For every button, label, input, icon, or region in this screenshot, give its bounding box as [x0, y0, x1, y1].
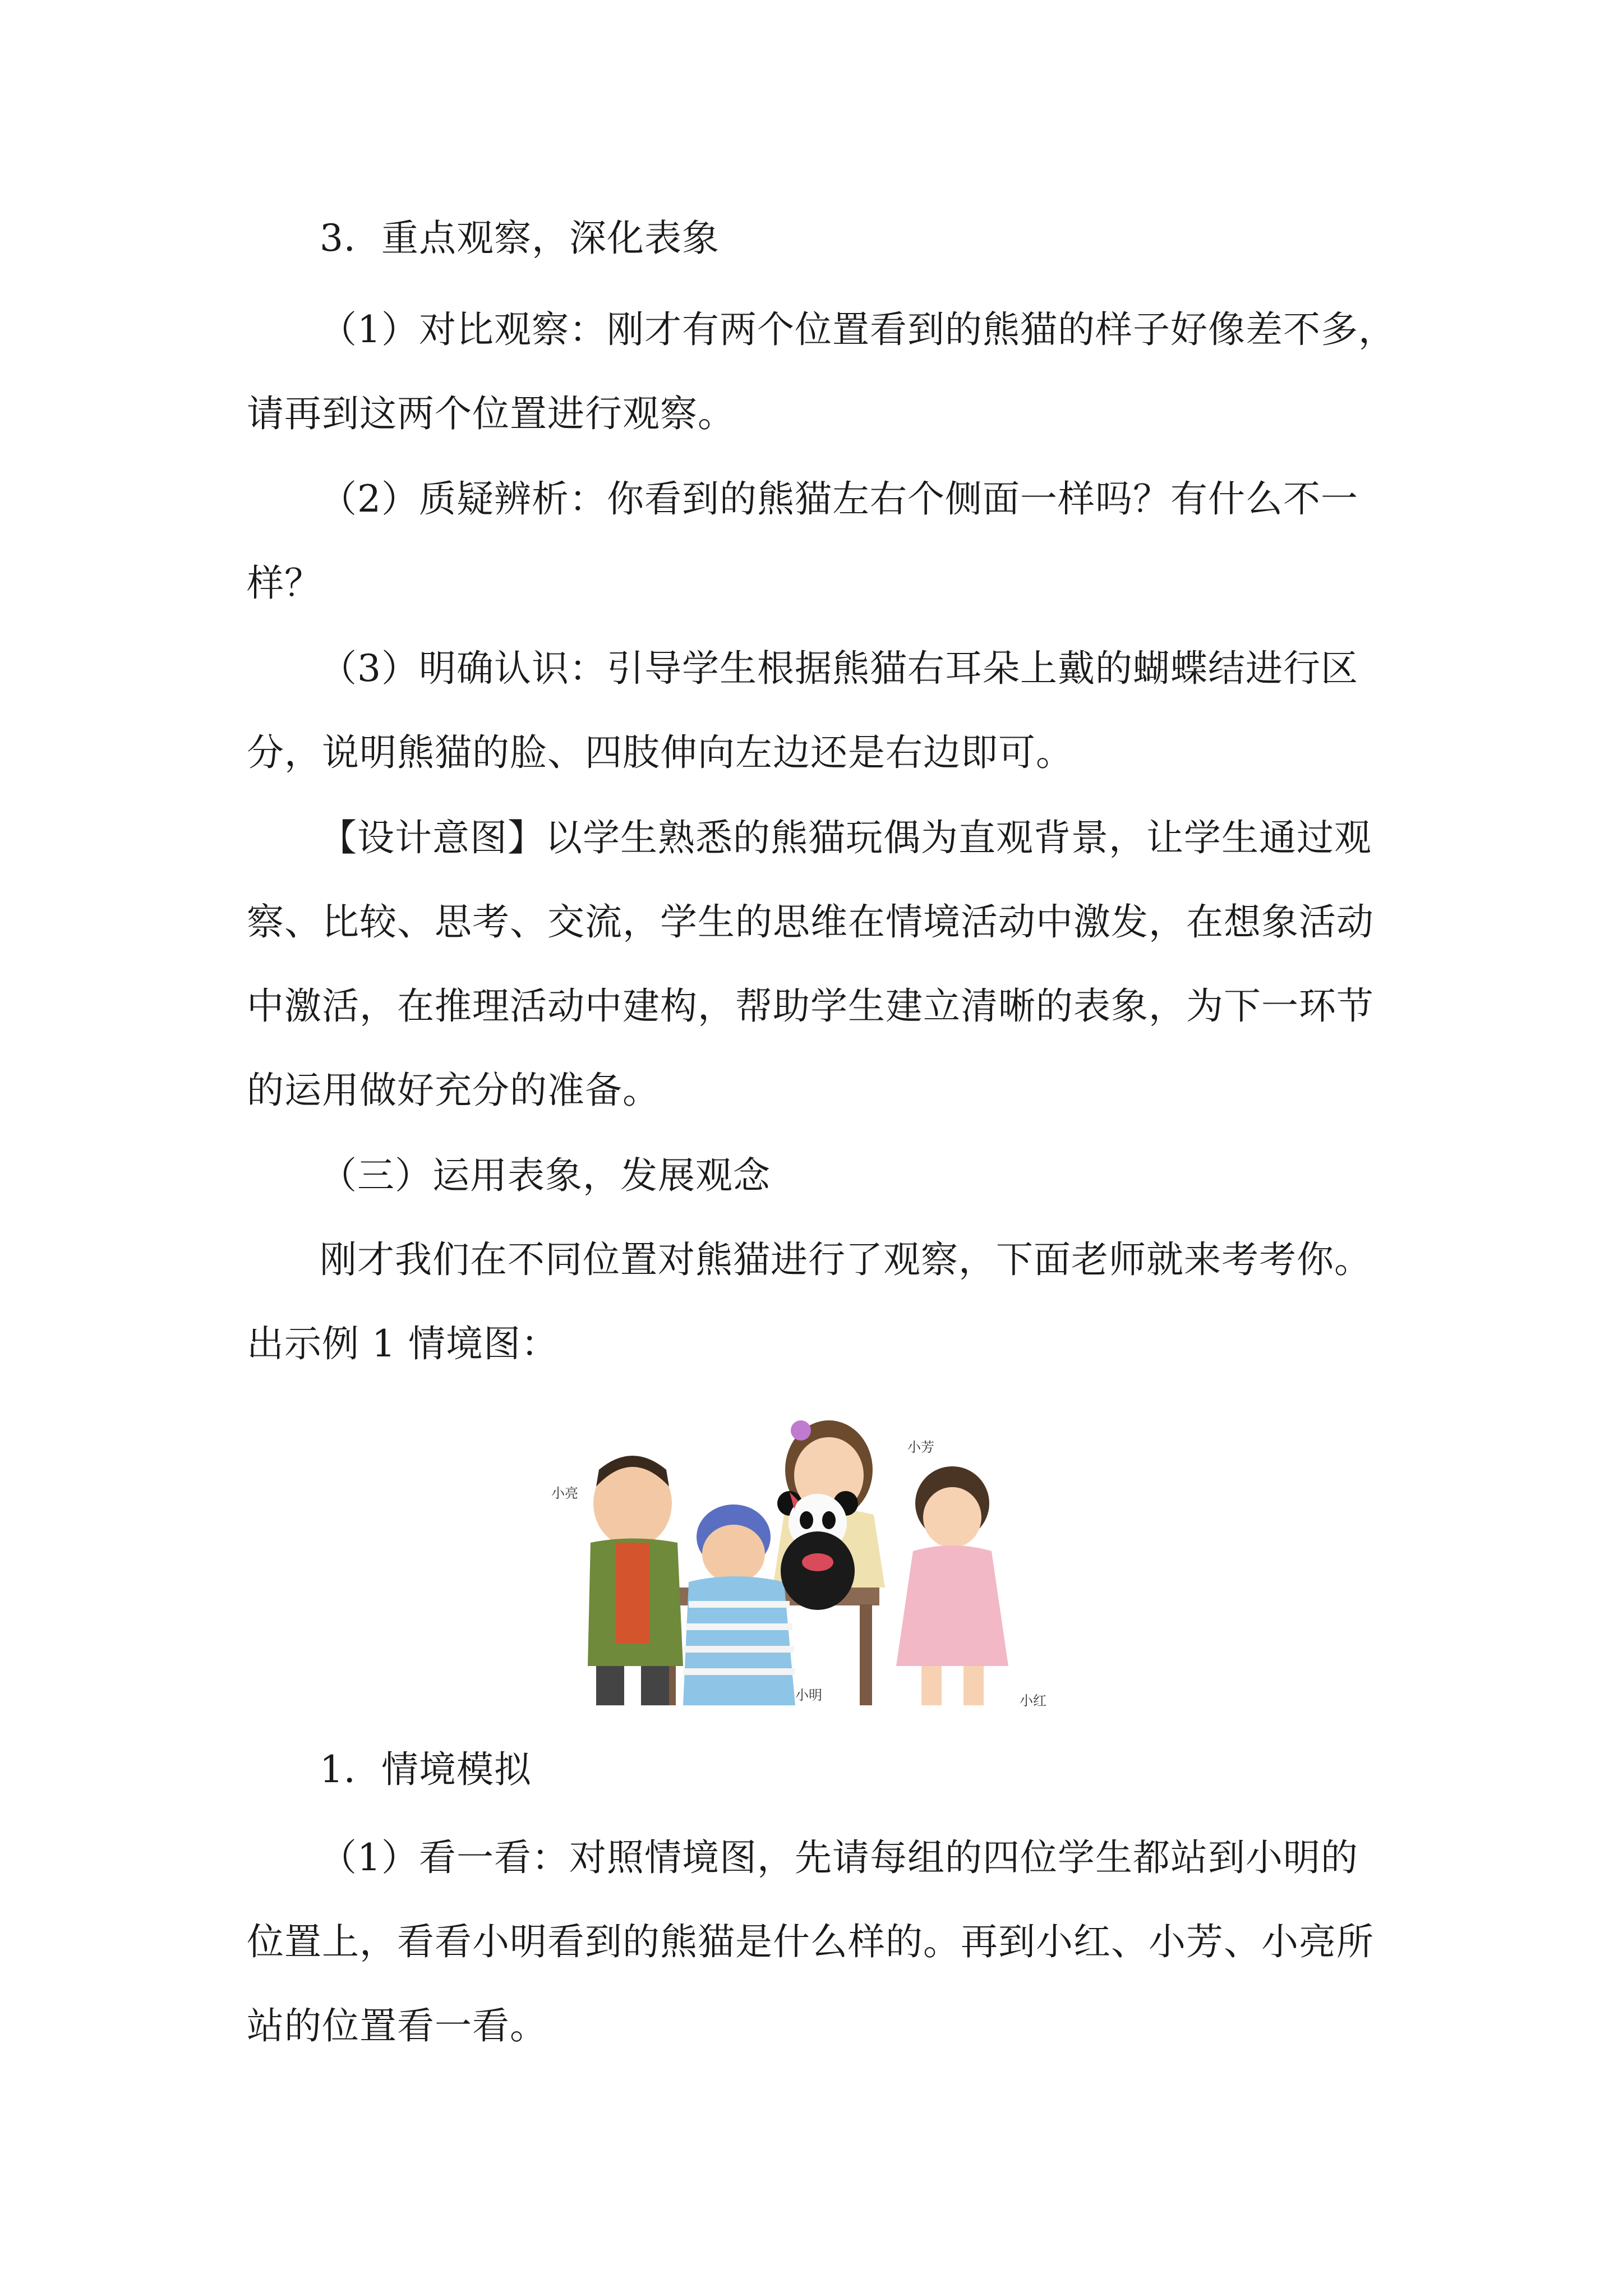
xiaohong-figure — [896, 1466, 1008, 1705]
part3-intro-line-2: 出示例 1 情境图： — [247, 1322, 559, 1365]
paragraph-look-line-2: 位置上，看看小明看到的熊猫是什么样的。再到小红、小芳、小亮所 — [247, 1920, 1374, 1963]
section-heading-1: 1．情境模拟 — [320, 1748, 532, 1791]
paragraph-clear-understanding: （3）明确认识：引导学生根据熊猫右耳朵上戴的蝴蝶结进行区 — [320, 647, 1358, 690]
panda-toy — [777, 1491, 858, 1610]
paragraph-look-line-3: 站的位置看一看。 — [247, 2004, 547, 2047]
design-intent-line-3: 中激活，在推理活动中建构，帮助学生建立清晰的表象，为下一环节 — [247, 984, 1374, 1028]
design-intent-line-2: 察、比较、思考、交流，学生的思维在情境活动中激发，在想象活动 — [247, 900, 1374, 944]
example-1-scene-illustration — [548, 1402, 1076, 1717]
part-heading-3: （三）运用表象，发展观念 — [320, 1154, 771, 1197]
paragraph-question-analysis-cont: 样？ — [247, 562, 322, 605]
section-heading-3: 3．重点观察，深化表象 — [320, 217, 720, 260]
label-xiaohong: 小红 — [1020, 1693, 1046, 1709]
paragraph-clear-understanding-cont: 分，说明熊猫的脸、四肢伸向左边还是右边即可。 — [247, 731, 1073, 774]
part3-intro-line-1: 刚才我们在不同位置对熊猫进行了观察，下面老师就来考考你。 — [320, 1238, 1372, 1281]
label-xiaofang: 小芳 — [907, 1439, 934, 1455]
xiaoliang-figure — [588, 1456, 683, 1705]
paragraph-contrast-observation: （1）对比观察：刚才有两个位置看到的熊猫的样子好像差不多， — [320, 308, 1396, 351]
design-intent-line-1: 【设计意图】以学生熟悉的熊猫玩偶为直观背景，让学生通过观 — [320, 816, 1372, 859]
label-xiaoming: 小明 — [795, 1687, 822, 1703]
design-intent-line-4: 的运用做好充分的准备。 — [247, 1069, 660, 1112]
label-xiaoliang: 小亮 — [551, 1485, 578, 1501]
paragraph-look-line-1: （1）看一看：对照情境图，先请每组的四位学生都站到小明的 — [320, 1836, 1358, 1879]
paragraph-question-analysis: （2）质疑辨析：你看到的熊猫左右个侧面一样吗？有什么不一 — [320, 477, 1358, 521]
paragraph-contrast-observation-cont: 请再到这两个位置进行观察。 — [247, 392, 735, 435]
xiaoming-figure — [683, 1504, 795, 1705]
